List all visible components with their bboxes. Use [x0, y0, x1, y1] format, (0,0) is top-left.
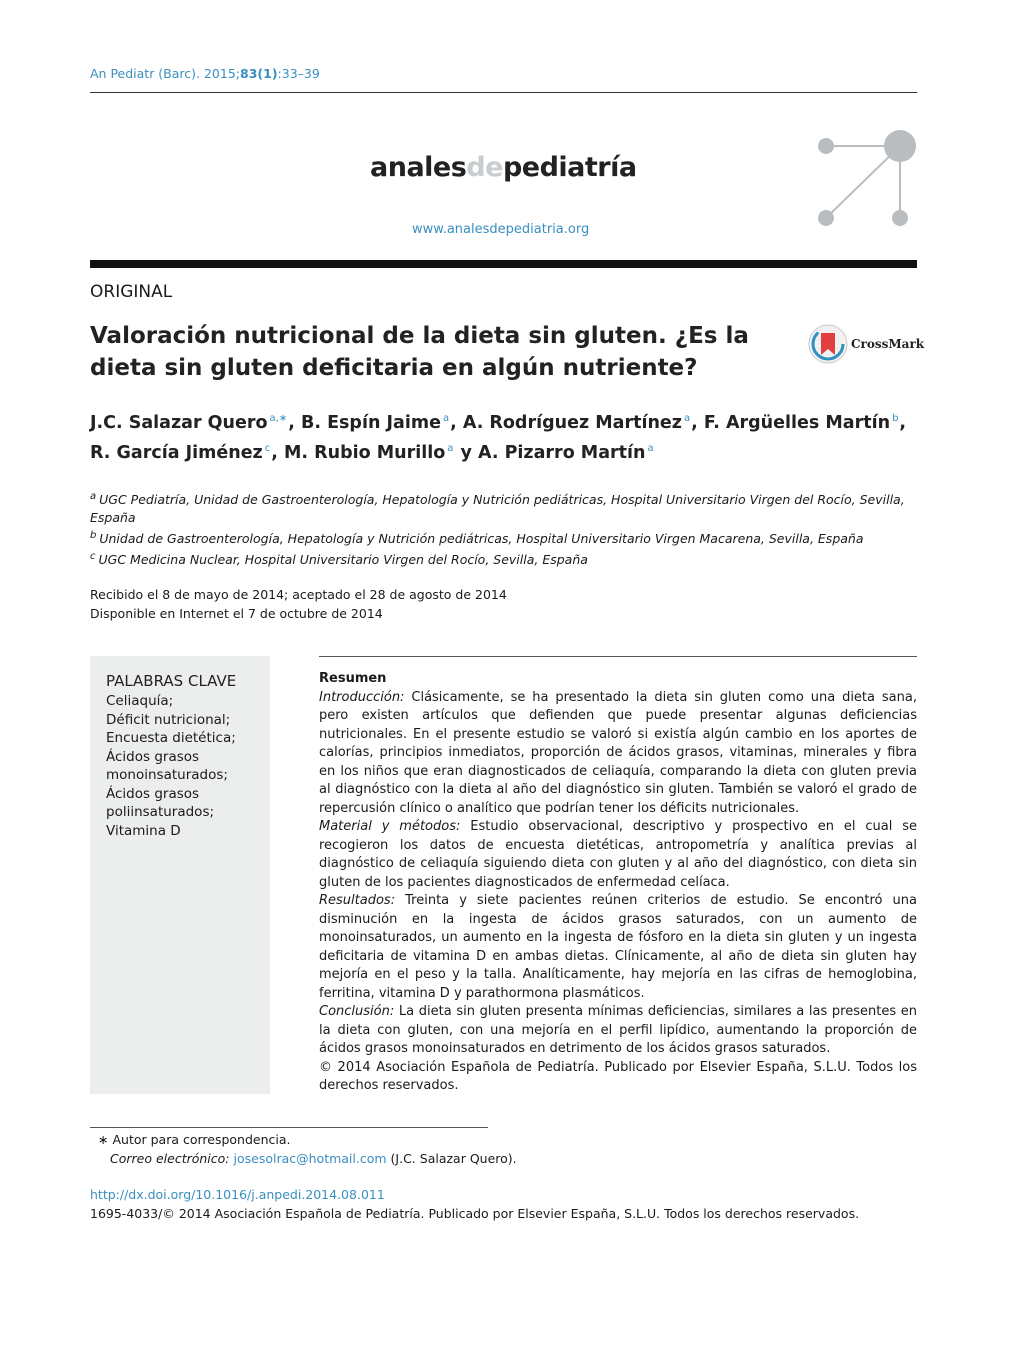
keyword: Celiaquía; — [106, 693, 174, 709]
abstract-section: Material y métodos: Estudio observacional, descriptivo y prospectivo en el cual se recogieron los datos de encuesta dietéticas, antropometría y analítica previas al diagnóstico de celiaquía siguiendo dieta con gluten y al año del diagnóstico, con dieta sin gluten de los pacientes diagnosticados de enfermedad celíaca. — [319, 819, 918, 890]
keyword: Ácidos grasos monoinsaturados; — [106, 748, 228, 783]
author-list: J.C. Salazar Quero $^{a,∗}$, B. Espín Jaime $^a$, A. Rodríguez Martínez $^a$, F. Argüelles Martín $^b$, R. García Jiménez $^c$, M. Rubio Murillo $^a$ y A. Pizarro Martín $^a$ — [90, 412, 907, 463]
header-rule — [90, 92, 917, 93]
author: M. Rubio Murillo — [284, 442, 446, 463]
author: B. Espín Jaime — [300, 412, 441, 433]
affiliations — [90, 488, 920, 569]
journal-website-link[interactable]: www.analesdepediatria.org — [412, 222, 590, 237]
abstract-section: Introducción: Clásicamente, se ha presentado la dieta sin gluten como una dieta sana, pero existen artículos que defienden que puede presentar algunas deficiencias nutricionales. En el presente estudio se valoró si existía algún cambio en los aportes de calorías, principios inmediatos, proporción de ácidos grasos, vitaminas, minerales y fibra en los niños que eran diagnosticados de celiaquía, comparando la dieta con gluten previa al diagnóstico con la dieta al año del diagnóstico sin gluten. También se valoró el grado de repercusión clínico o analítico que podrían tener los déficits nutricionales. — [319, 689, 917, 816]
crossmark-badge[interactable]: CrossMark — [808, 324, 924, 364]
journal-logo: analesdepediatría — [370, 152, 637, 183]
author: A. Rodríguez Martínez — [462, 412, 682, 433]
section-label: ORIGINAL — [90, 282, 173, 302]
author-affiliation-marker[interactable]: a — [447, 442, 454, 454]
author-affiliation-marker[interactable]: a — [647, 442, 654, 454]
abstract-copyright: © 2014 Asociación Española de Pediatría. Publicado por Elsevier España, S.L.U. Todos los derechos reservados. — [319, 1059, 917, 1093]
keywords-list — [106, 692, 266, 840]
affiliation: $^b$ Unidad de Gastroenterología, Hepatología y Nutrición pediátricas, Hospital Universitario Virgen Macarena, Sevilla, España — [90, 530, 864, 547]
keyword: Vitamina D — [106, 822, 181, 839]
abstract-section: Resultados: Treinta y siete pacientes reúnen criterios de estudio. Se encontró una disminución en la ingesta de ácidos grasos saturados, con un aumento de monoinsaturados, un aumento en la ingesta de fósforo en la dieta sin gluten y un ingesta deficitaria de vitamina D en ambas dietas. Clínicamente, al año de dieta sin gluten hay mejoría en el peso y la talla. Analíticamente, hay mejoría en las cifras de hemoglobina, ferritina, vitamina D y parathormona plasmáticos. — [319, 893, 917, 1001]
journal-citation[interactable]: An Pediatr (Barc). 2015;83(1):33–39 — [90, 66, 320, 81]
keyword: Ácidos grasos poliinsaturados; — [106, 785, 215, 820]
affiliation: $^a$ UGC Pediatría, Unidad de Gastroenterología, Hepatología y Nutrición pediátricas, Hospital Universitario Virgen del Rocío, Sevilla, España — [90, 491, 905, 526]
doi-link[interactable]: http://dx.doi.org/10.1016/j.anpedi.2014.08.011 — [90, 1187, 385, 1202]
author-affiliation-marker[interactable]: b — [892, 413, 899, 424]
author-affiliation-marker[interactable]: c — [264, 442, 271, 454]
crossmark-icon — [808, 324, 848, 364]
abstract-rule — [319, 656, 917, 657]
author-affiliation-marker[interactable]: a — [683, 413, 691, 424]
affiliation: $^c$ UGC Medicina Nuclear, Hospital Universitario Virgen del Rocío, Sevilla, España — [90, 551, 588, 568]
keywords-box — [90, 656, 270, 1094]
article-dates — [90, 585, 507, 623]
received-date: Recibido el 8 de mayo de 2014; aceptado el 28 de agosto de 2014 — [90, 587, 507, 602]
doi-block — [90, 1185, 859, 1223]
author: A. Pizarro Martín — [478, 442, 646, 463]
email-link[interactable]: josesolrac@hotmail.com — [233, 1150, 387, 1166]
abstract-heading: Resumen — [319, 671, 387, 686]
abstract-section: Conclusión: La dieta sin gluten presenta mínimas deficiencias, similares a las presentes en la dieta con gluten, con una mejoría en el perfil lipídico, aumentando la proporción de ácidos grasos monoinsaturados en detrimento de los ácidos grasos saturados. — [319, 1004, 917, 1056]
network-logo-icon — [812, 124, 922, 234]
correspondence-footnote: ∗ Autor para correspondencia. Correo electrónico: josesolrac@hotmail.com (J.C. Salazar Quero). — [98, 1132, 517, 1166]
keyword: Encuesta dietética; — [106, 730, 236, 746]
keyword: Déficit nutricional; — [106, 711, 231, 728]
author-affiliation-marker[interactable]: a,∗ — [269, 413, 288, 424]
keywords-heading: PALABRAS CLAVE — [106, 672, 237, 690]
online-date: Disponible en Internet el 7 de octubre de 2014 — [90, 606, 383, 621]
rights-statement: 1695-4033/© 2014 Asociación Española de Pediatría. Publicado por Elsevier España, S.L.U. Todos los derechos reservados. — [90, 1206, 860, 1221]
author: J.C. Salazar Quero — [90, 412, 268, 433]
header-thick-rule — [90, 260, 917, 268]
article-title: Valoración nutricional de la dieta sin gluten. ¿Es la dieta sin gluten deficitaria en algún nutriente? — [90, 323, 749, 381]
author-affiliation-marker[interactable]: a — [442, 413, 450, 424]
abstract — [319, 670, 917, 1096]
author: F. Argüelles Martín — [703, 412, 891, 433]
footnote-rule — [90, 1127, 488, 1128]
author: R. García Jiménez — [90, 442, 263, 463]
